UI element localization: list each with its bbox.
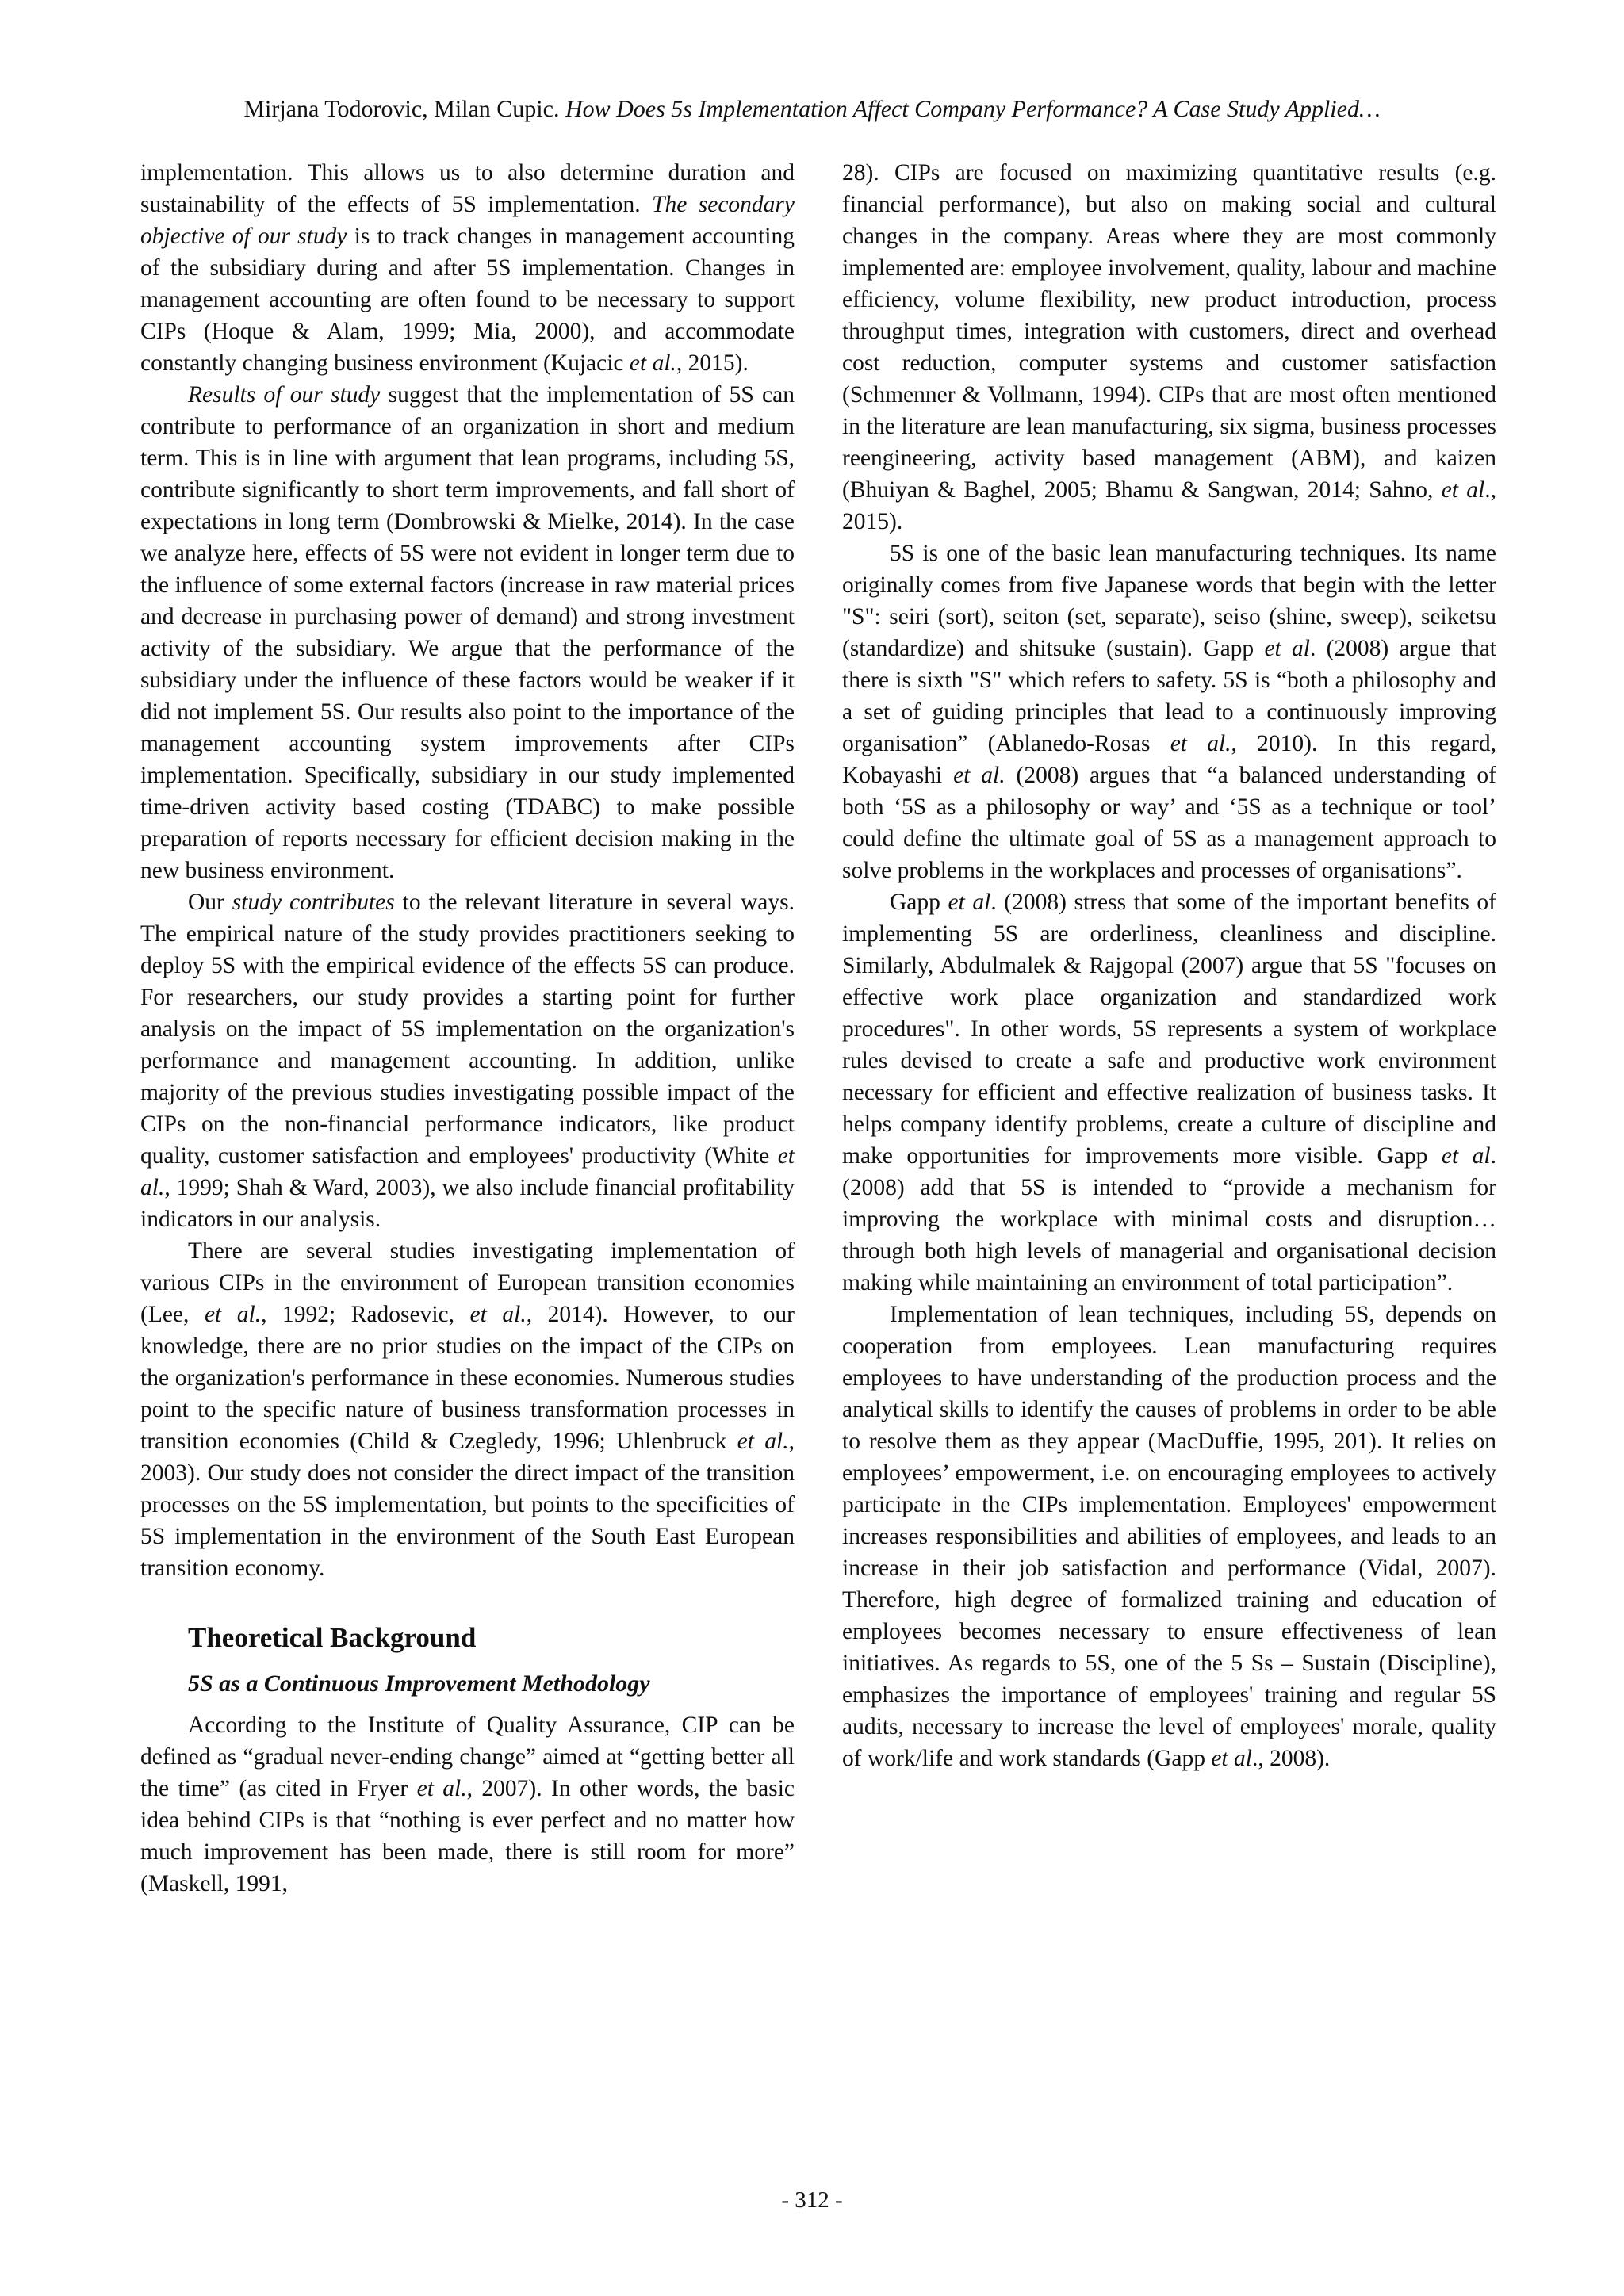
subsection-heading: 5S as a Continuous Improvement Methodology	[188, 1670, 650, 1697]
paragraph: Implementation of lean techniques, including 5S, depends on cooperation from employees. Lean manufacturing requires employees to have understanding of the production process and the analytical skills to identify the causes of problems in order to be able to resolve them as they appear (MacDuffie, 1995, 201). It relies on employees’ empowerment, i.e. on encouraging employees to actively participate in the CIPs implementation. Employees' empowerment increases responsibilities and abilities of employees, and leads to an increase in their job satisfaction and performance (Vidal, 2007). Therefore, high degree of formalized training and education of employees becomes necessary to ensure effectiveness of lean initiatives. As regards to 5S, one of the 5 Ss – Sustain (Discipline), emphasizes the importance of employees' training and regular 5S audits, necessary to increase the level of employees' morale, quality of work/life and work standards (Gapp et al., 2008).	[842, 1302, 1496, 1771]
paragraph: Our study contributes to the relevant literature in several ways. The empirical nature of the study provides practitioners seeking to deploy 5S with the empirical evidence of the effects 5S can produce. For researchers, our study provides a starting point for further analysis on the impact of 5S implementation on the organization's performance and management accounting. In addition, unlike majority of the previous studies investigating possible impact of the CIPs on the non-financial performance indicators, like product quality, customer satisfaction and employees' productivity (White et al., 1999; Shah & Ward, 2003), we also include financial profitability indicators in our analysis.	[140, 890, 795, 1232]
paragraph: Gapp et al. (2008) stress that some of the important benefits of implementing 5S are orderliness, cleanliness and discipline. Similarly, Abdulmalek & Rajgopal (2007) argue that 5S "focuses on effective work place organization and standardized work procedures". In other words, 5S represents a system of workplace rules devised to create a safe and productive work environment necessary for efficient and effective realization of business tasks. It helps company identify problems, create a culture of discipline and make opportunities for improvements more visible. Gapp et al. (2008) add that 5S is intended to “provide a mechanism for improving the workplace with minimal costs and disruption…through both high levels of managerial and organisational decision making while maintaining an environment of total participation”.	[842, 890, 1496, 1295]
paragraph: 28). CIPs are focused on maximizing quantitative results (e.g. financial performance), but also on making social and cultural changes in the company. Areas where they are most commonly implemented are: employee involvement, quality, labour and machine efficiency, volume flexibility, new product introduction, process throughput times, integration with customers, direct and overhead cost reduction, computer systems and customer satisfaction (Schmenner & Vollmann, 1994). CIPs that are most often mentioned in the literature are lean manufacturing, six sigma, business processes reengineering, activity based management (ABM), and kaizen (Bhuiyan & Baghel, 2005; Bhamu & Sangwan, 2014; Sahno, et al., 2015).	[842, 160, 1496, 534]
paragraph: According to the Institute of Quality Assurance, CIP can be defined as “gradual never-ending change” aimed at “getting better all the time” (as cited in Fryer et al., 2007). In other words, the basic idea behind CIPs is that “nothing is ever perfect and no matter how much improvement has been made, there is still room for more” (Maskell, 1991,	[140, 1712, 795, 1896]
header-title: How Does 5s Implementation Affect Company Performance? A Case Study Applied…	[565, 96, 1381, 122]
paragraph: 5S is one of the basic lean manufacturing techniques. Its name originally comes from five Japanese words that begin with the letter "S": seiri (sort), seiton (set, separate), seiso (shine, sweep), seiketsu (standardize) and shitsuke (sustain). Gapp et al. (2008) argue that there is sixth "S" which refers to safety. 5S is “both a philosophy and a set of guiding principles that lead to a continuously improving organisation” (Ablanedo-Rosas et al., 2010). In this regard, Kobayashi et al. (2008) argues that “a balanced understanding of both ‘5S as a philosophy or way’ and ‘5S as a technique or tool’ could define the ultimate goal of 5S as a management approach to solve problems in the workplaces and processes of organisations”.	[842, 541, 1496, 883]
page-number: - 312 -	[781, 2187, 843, 2213]
section-heading: Theoretical Background	[188, 1622, 477, 1653]
right-column	[842, 157, 1496, 1774]
left-column	[140, 157, 795, 1900]
running-header	[0, 94, 1624, 125]
header-authors: Mirjana Todorovic, Milan Cupic.	[243, 96, 560, 122]
paragraph: There are several studies investigating implementation of various CIPs in the environment of European transition economies (Lee, et al., 1992; Radosevic, et al., 2014). However, to our knowledge, there are no prior studies on the impact of the CIPs on the organization's performance in these economies. Numerous studies point to the specific nature of business transformation processes in transition economies (Child & Czegledy, 1996; Uhlenbruck et al., 2003). Our study does not consider the direct impact of the transition processes on the 5S implementation, but points to the specificities of 5S implementation in the environment of the South East European transition economy.	[140, 1238, 795, 1581]
paragraph: implementation. This allows us to also determine duration and sustainability of the effects of 5S implementation. The secondary objective of our study is to track changes in management accounting of the subsidiary during and after 5S implementation. Changes in management accounting are often found to be necessary to support CIPs (Hoque & Alam, 1999; Mia, 2000), and accommodate constantly changing business environment (Kujacic et al., 2015).	[140, 160, 795, 376]
paragraph: Results of our study suggest that the implementation of 5S can contribute to performance of an organization in short and medium term. This is in line with argument that lean programs, including 5S, contribute significantly to short term improvements, and fall short of expectations in long term (Dombrowski & Mielke, 2014). In the case we analyze here, effects of 5S were not evident in longer term due to the influence of some external factors (increase in raw material prices and decrease in purchasing power of demand) and strong investment activity of the subsidiary. We argue that the performance of the subsidiary under the influence of these factors would be weaker if it did not implement 5S. Our results also point to the importance of the management accounting system improvements after CIPs implementation. Specifically, subsidiary in our study implemented time-driven activity based costing (TDABC) to make possible preparation of reports necessary for efficient decision making in the new business environment.	[140, 382, 795, 883]
